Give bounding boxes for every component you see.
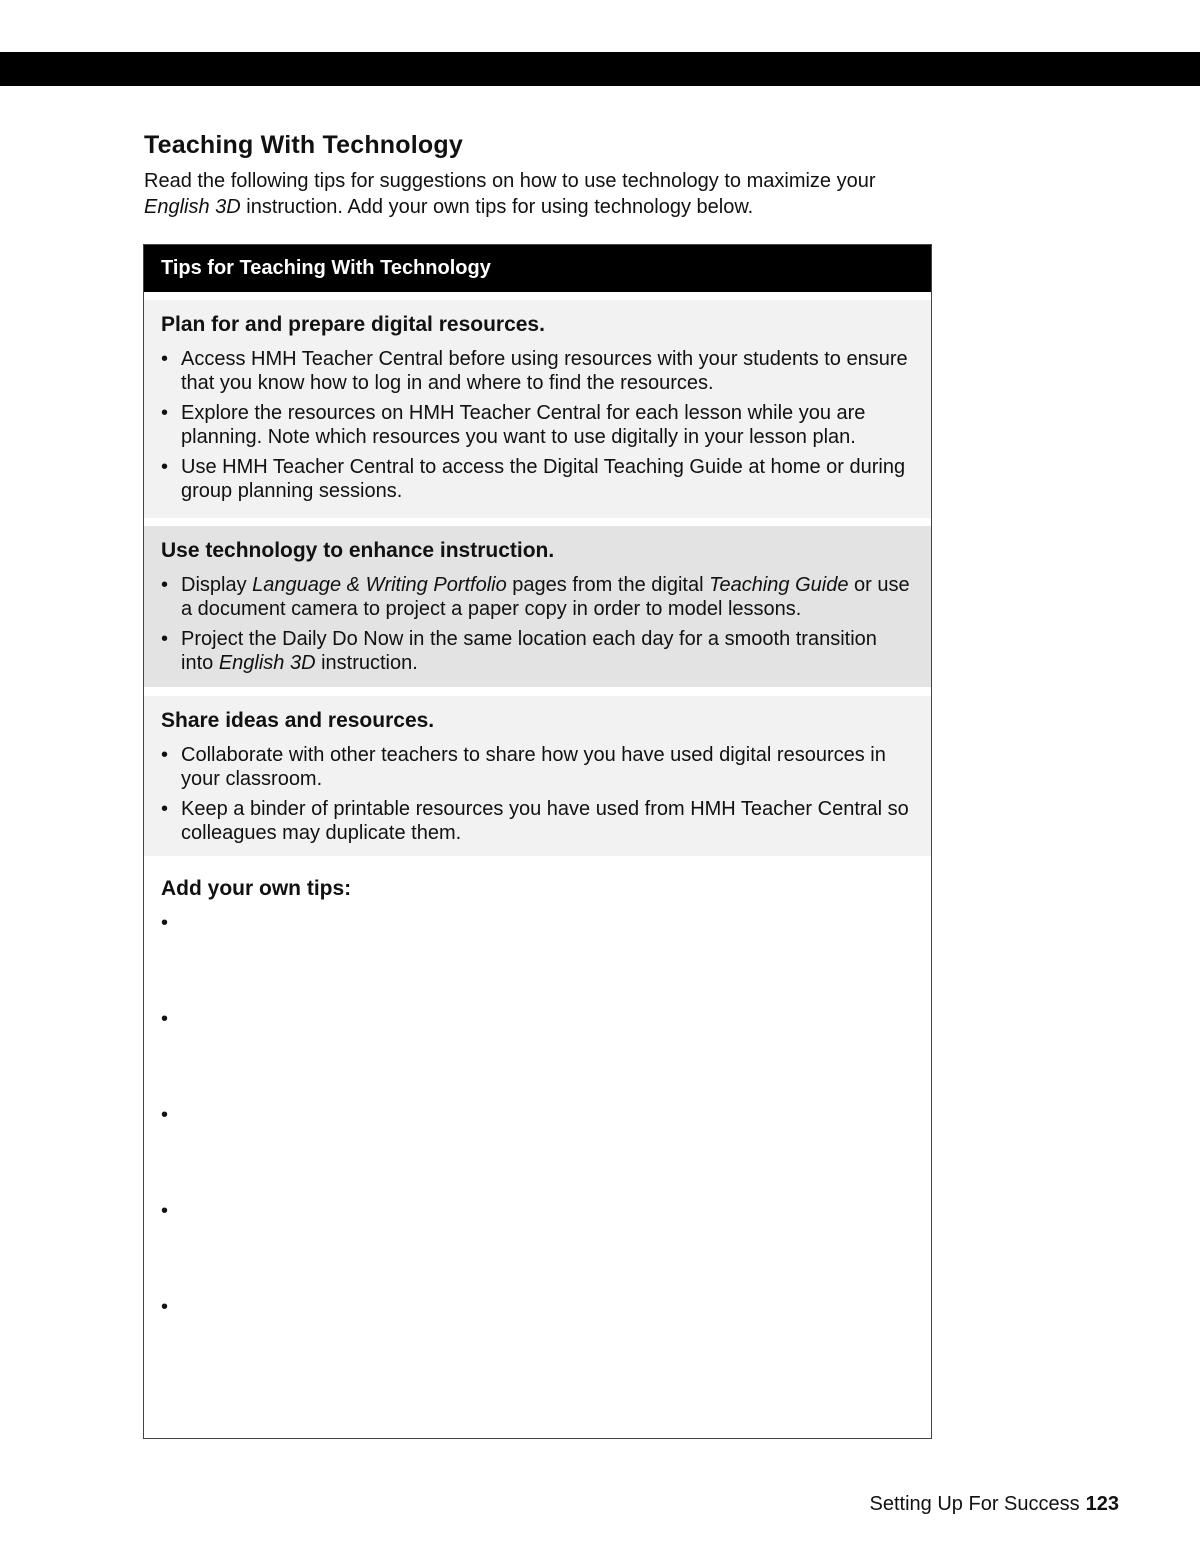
section-title: Add your own tips: [161, 877, 352, 900]
blank-tip-line[interactable]: • [161, 912, 169, 934]
bullet-icon: • [161, 744, 169, 766]
section-add-own-tips [144, 864, 931, 1424]
tip-text: instruction. [315, 652, 418, 674]
tip-text: Display [181, 574, 253, 596]
section-enhance-instruction [144, 526, 931, 687]
bullet-icon: • [161, 574, 169, 596]
blank-tip-line[interactable]: • [161, 1008, 169, 1030]
section-title: Plan for and prepare digital resources. [161, 313, 545, 336]
tip-list [161, 573, 913, 675]
page-heading: Teaching With Technology [144, 131, 463, 159]
tip-item [161, 401, 913, 449]
tip-italic-text: English 3D [218, 652, 316, 674]
tip-item [161, 797, 913, 845]
tip-item [161, 627, 913, 675]
footer-label: Setting Up For Success [869, 1493, 1080, 1515]
tip-text: Access HMH Teacher Central before using resources with your students to ensure that you know how to log in and where to find the resources. [181, 348, 908, 394]
section-plan-prepare [144, 300, 931, 518]
section-title: Use technology to enhance instruction. [161, 539, 555, 562]
intro-text-1: Read the following tips for suggestions on how to use technology to maximize your [144, 170, 876, 192]
tip-item [161, 573, 913, 621]
page-footer [870, 1493, 1119, 1516]
top-black-bar [0, 52, 1200, 86]
bullet-icon: • [161, 798, 169, 820]
section-title: Share ideas and resources. [161, 709, 435, 732]
tip-text: Use HMH Teacher Central to access the Digital Teaching Guide at home or during group planning sessions. [181, 456, 906, 502]
tip-italic-text: Language & Writing Portfolio [252, 574, 507, 596]
tip-item [161, 743, 913, 791]
tips-box-header: Tips for Teaching With Technology [144, 245, 931, 292]
intro-text-2: instruction. Add your own tips for using technology below. [240, 196, 754, 218]
tip-text: pages from the digital [506, 574, 710, 596]
bullet-icon: • [161, 456, 169, 478]
bullet-icon: • [161, 402, 169, 424]
bullet-icon: • [161, 348, 169, 370]
tip-text: Keep a binder of printable resources you have used from HMH Teacher Central so colleagues may duplicate them. [181, 798, 909, 844]
intro-paragraph [144, 168, 934, 220]
tip-text: Explore the resources on HMH Teacher Central for each lesson while you are planning. Note which resources you want to use digitally in your lesson plan. [181, 402, 866, 448]
tip-text: Project the Daily Do Now in the same location each day for a smooth transition into [181, 628, 877, 674]
page-number: 123 [1085, 1493, 1119, 1515]
tip-item [161, 455, 913, 503]
section-share-ideas [144, 696, 931, 856]
tips-box [143, 244, 932, 1439]
blank-tip-line[interactable]: • [161, 1296, 169, 1318]
blank-tip-line[interactable]: • [161, 1200, 169, 1222]
blank-tip-line[interactable]: • [161, 1104, 169, 1126]
tip-list [161, 743, 913, 845]
tip-text: Collaborate with other teachers to share how you have used digital resources in your classroom. [181, 744, 886, 790]
tip-list [161, 347, 913, 503]
tip-item [161, 347, 913, 395]
bullet-icon: • [161, 628, 169, 650]
tip-text: or use a document camera to project a paper copy in order to model lessons. [181, 574, 910, 620]
tip-italic-text: Teaching Guide [709, 574, 849, 596]
intro-italic-title: English 3D [144, 196, 241, 218]
blank-tip-list [161, 911, 913, 1391]
